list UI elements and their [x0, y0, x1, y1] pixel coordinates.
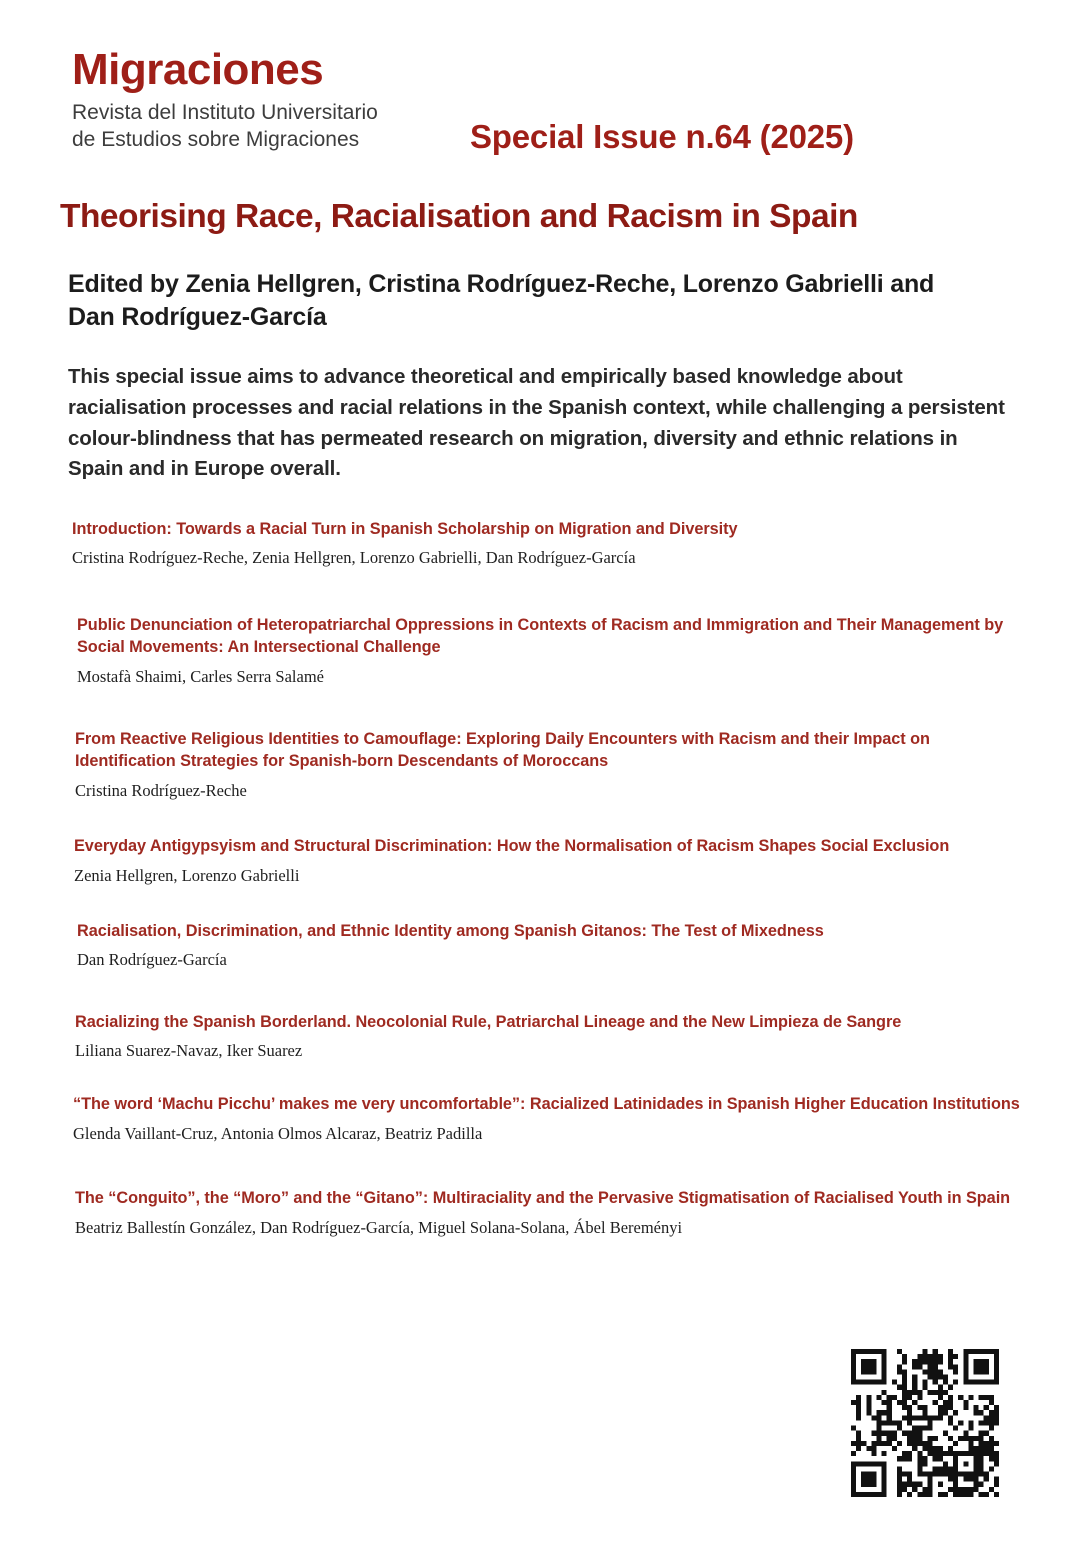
article-entry[interactable]: [73, 1093, 1022, 1145]
article-title[interactable]: Everyday Antigypsyism and Structural Discrimination: How the Normalisation of Racism Shapes Social Exclusion: [74, 837, 950, 856]
article-authors: Mostafà Shaimi, Carles Serra Salamé: [77, 666, 324, 686]
article-entry[interactable]: [77, 920, 1022, 972]
article-title[interactable]: Racializing the Spanish Borderland. Neocolonial Rule, Patriarchal Lineage and the New Limpieza de Sangre: [75, 1012, 902, 1031]
qr-code[interactable]: [851, 1349, 999, 1497]
article-title[interactable]: Public Denunciation of Heteropatriarchal Oppressions in Contexts of Racism and Immigration and Their Management by Social Movements: An Intersectional Challenge: [77, 615, 1004, 657]
article-authors: Beatriz Ballestín González, Dan Rodríguez-García, Miguel Solana-Solana, Ábel Bereményi: [75, 1217, 683, 1237]
issue-label: Special Issue n.64 (2025): [470, 118, 854, 155]
article-title[interactable]: From Reactive Religious Identities to Camouflage: Exploring Daily Encounters with Racism and their Impact on Identification Strategies for Spanish-born Descendants of Moroccans: [75, 729, 930, 771]
article-title[interactable]: Introduction: Towards a Racial Turn in Spanish Scholarship on Migration and Diversity: [72, 520, 738, 538]
editors-line: Edited by Zenia Hellgren, Cristina Rodríguez-Reche, Lorenzo Gabrielli and Dan Rodríguez-García: [68, 270, 935, 331]
journal-masthead: [72, 45, 492, 154]
journal-institute-line-1: Revista del Instituto Universitario: [72, 101, 378, 124]
journal-title: Migraciones: [72, 45, 324, 94]
journal-institute-line-2: de Estudios sobre Migraciones: [72, 127, 360, 151]
article-entry[interactable]: [77, 614, 1022, 688]
article-authors: Dan Rodríguez-García: [77, 950, 227, 970]
article-entry[interactable]: [74, 835, 1022, 887]
article-authors: Liliana Suarez-Navaz, Iker Suarez: [75, 1041, 303, 1061]
table-of-contents: [72, 518, 1022, 1239]
article-entry[interactable]: [75, 1011, 1022, 1063]
article-authors: Cristina Rodríguez-Reche: [75, 780, 247, 800]
article-title[interactable]: The “Conguito”, the “Moro” and the “Gitano”: Multiraciality and the Pervasive Stigmatisation of Racialised Youth in Spain: [75, 1189, 1011, 1208]
article-title[interactable]: “The word ‘Machu Picchu’ makes me very uncomfortable”: Racialized Latinidades in Spanish Higher Education Institutions: [73, 1095, 1020, 1114]
article-title[interactable]: Racialisation, Discrimination, and Ethnic Identity among Spanish Gitanos: The Test of Mixedness: [77, 921, 824, 940]
article-entry[interactable]: [72, 518, 1022, 570]
article-entry[interactable]: [75, 728, 1022, 802]
article-authors: Glenda Vaillant-Cruz, Antonia Olmos Alcaraz, Beatriz Padilla: [73, 1123, 483, 1143]
article-entry[interactable]: [75, 1187, 1022, 1239]
page-title: Theorising Race, Racialisation and Racism in Spain: [60, 198, 858, 235]
article-authors: Cristina Rodríguez-Reche, Zenia Hellgren, Lorenzo Gabrielli, Dan Rodríguez-García: [72, 548, 636, 568]
article-authors: Zenia Hellgren, Lorenzo Gabrielli: [74, 865, 300, 885]
issue-abstract: This special issue aims to advance theoretical and empirically based knowledge about racialisation processes and racial relations in the Spanish context, while challenging a persistent colour-blindness that has permeated research on migration, diversity and ethnic relations in Spain and in Europe overall.: [68, 365, 1005, 481]
